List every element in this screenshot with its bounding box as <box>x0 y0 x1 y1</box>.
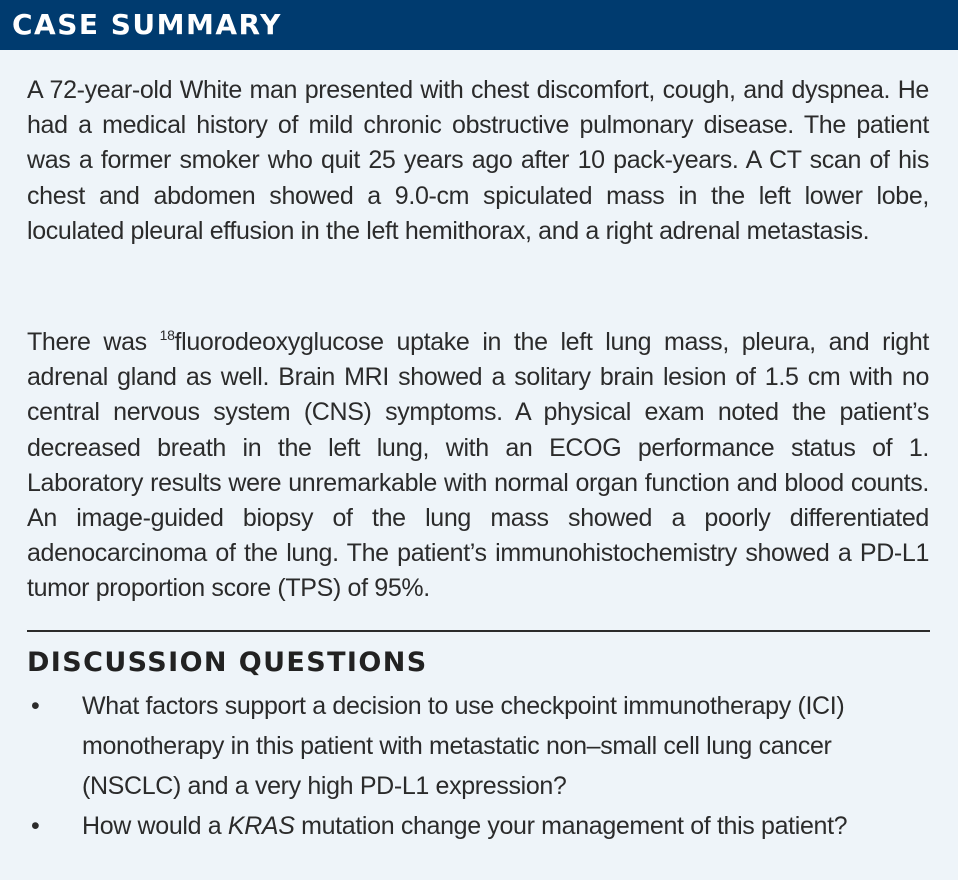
discussion-questions-title: DISCUSSION QUESTIONS <box>27 647 428 678</box>
section-divider <box>27 630 930 632</box>
question-text-after: mutation change your management of this patient? <box>294 812 848 840</box>
bullet-icon: • <box>31 692 40 720</box>
discussion-question-item <box>0 806 927 846</box>
isotope-superscript: 18 <box>159 327 175 343</box>
bullet-icon: • <box>31 812 40 840</box>
discussion-question-item <box>0 686 927 806</box>
case-summary-header <box>0 0 958 50</box>
workup-body-text: fluorodeoxyglucose uptake in the left lung mass, pleura, and right adrenal gland as well. Brain MRI showed a solitary brain lesion of 1.5 cm with no central nervous system (CNS) symptoms. A physical exam noted the patient’s decreased breath in the left lung, with an ECOG performance status of 1. Laboratory results were unremarkable with normal organ function and blood counts. An image-guided biopsy of the lung mass showed a poorly differentiated adenocarcinoma of the lung. The patient’s immunohistochemistry showed a PD-L1 tumor proportion score (TPS) of 95%. <box>27 328 929 603</box>
workup-lead-text: There was <box>27 328 160 356</box>
gene-name-italic: KRAS <box>227 812 295 840</box>
case-paragraph-presentation: A 72-year-old White man presented with chest discomfort, cough, and dyspnea. He had a medical history of mild chronic obstructive pulmonary disease. The patient was a former smoker who quit 25 years ago after 10 pack-years. A CT scan of his chest and abdomen showed a 9.0-cm spiculated mass in the left lower lobe, loculated pleural effusion in the left hemithorax, and a right adrenal metastasis. <box>27 76 929 245</box>
question-text: What factors support a decision to use checkpoint immunotherapy (ICI) monotherapy in this patient with metastatic non–small cell lung cancer (NSCLC) and a very high PD-L1 expression? <box>82 692 845 800</box>
case-paragraph-workup <box>27 325 929 607</box>
discussion-questions-list <box>0 686 958 846</box>
question-text-before: How would a <box>82 812 228 840</box>
case-summary-title: CASE SUMMARY <box>12 8 282 41</box>
